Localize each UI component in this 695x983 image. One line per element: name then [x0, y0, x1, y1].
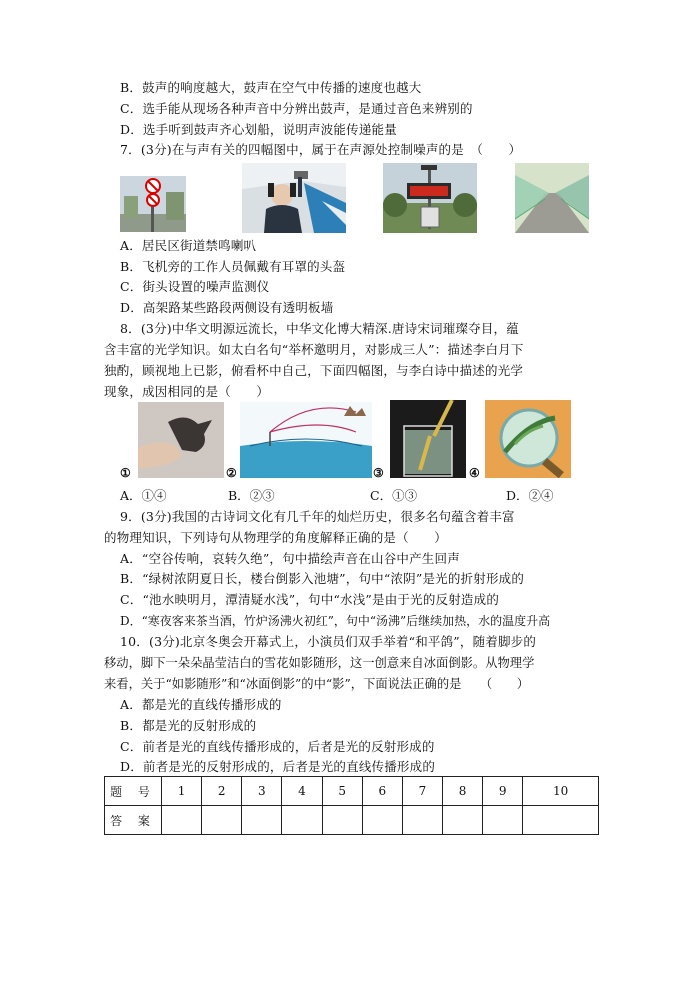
number-cell: 2	[202, 777, 242, 806]
q7-option-c: C．街头设置的噪声监测仪	[120, 279, 270, 294]
bent-pencil-in-water-photo	[390, 400, 466, 478]
airport-worker-earmuff-photo	[242, 163, 346, 233]
answer-cell[interactable]	[362, 806, 402, 835]
q10-stem-line1: 10．(3分)北京冬奥会开幕式上，小演员们双手举着“和平鸽”，随着脚步的	[120, 634, 537, 649]
number-cell: 1	[162, 777, 202, 806]
q6-option-d: D．选手听到鼓声齐心划船，说明声波能传递能量	[120, 122, 397, 137]
number-cell: 6	[362, 777, 402, 806]
q6-option-b: B．鼓声的响度越大，鼓声在空气中传播的速度也越大	[120, 80, 422, 95]
q8-stem-line4: 现象，成因相同的是（ ）	[104, 384, 270, 399]
q10-stem-line2: 移动，脚下一朵朵晶莹洁白的雪花如影随形，这一创意来自冰面倒影。从物理学	[104, 656, 535, 670]
q8-image-label-2: ②	[226, 466, 237, 480]
q10-option-c: C．前者是光的直线传播形成的，后者是光的反射形成的	[120, 739, 435, 754]
number-row-label: 题 号	[105, 777, 162, 806]
q10-option-a: A．都是光的直线传播形成的	[120, 697, 282, 712]
q10-option-b: B．都是光的反射形成的	[120, 718, 257, 733]
answer-cell[interactable]	[162, 806, 202, 835]
noise-monitor-photo	[383, 163, 477, 233]
q9-option-c: C．“池水映明月，潭清疑水浅”，句中“水浅”是由于光的反射造成的	[120, 592, 500, 607]
q6-option-c: C．选手能从现场各种声音中分辨出鼓声，是通过音色来辨别的	[120, 101, 473, 116]
number-cell: 4	[282, 777, 322, 806]
answer-cell[interactable]	[523, 806, 599, 835]
transparent-sound-barrier-photo	[515, 163, 589, 233]
q8-option-a: A．①④	[120, 488, 167, 503]
answer-cell[interactable]	[242, 806, 282, 835]
q10-option-d: D．前者是光的反射形成的，后者是光的直线传播形成的	[120, 759, 436, 774]
q8-stem-line3: 独酌，顾视地上已影，俯看杯中自己，下面四幅图，与李白诗中描述的光学	[104, 363, 524, 378]
answer-cell[interactable]	[483, 806, 523, 835]
answer-cell[interactable]	[442, 806, 482, 835]
q7-option-b: B．飞机旁的工作人员佩戴有耳罩的头盔	[120, 259, 346, 274]
answer-cell[interactable]	[322, 806, 362, 835]
q9-stem-line2: 的物理知识，下列诗句从物理学的角度解释正确的是（ ）	[104, 530, 447, 545]
q7-stem: 7．(3分)在与声有关的四幅图中，属于在声源处控制噪声的是 （ ）	[120, 142, 522, 157]
q9-stem-line1: 9．(3分)我国的古诗词文化有几千年的灿烂历史，很多名句蕴含着丰富	[120, 509, 515, 524]
q8-option-b: B．②③	[228, 488, 275, 503]
answer-table-number-row	[105, 777, 599, 806]
hand-shadow-photo	[138, 402, 224, 478]
answer-cell[interactable]	[282, 806, 322, 835]
q8-image-label-3: ③	[373, 466, 384, 480]
q7-option-d: D．高架路某些路段两侧设有透明板墙	[120, 300, 334, 315]
number-cell: 3	[242, 777, 282, 806]
answer-cell[interactable]	[402, 806, 442, 835]
mirage-diagram	[240, 402, 372, 478]
no-horn-sign-photo	[120, 176, 186, 232]
number-cell: 10	[523, 777, 599, 806]
q8-option-d: D．②④	[506, 488, 554, 503]
q8-options	[120, 486, 590, 506]
q8-stem-line2: 含丰富的光学知识。如太白名句“举杯邀明月，对影成三人”：描述李白月下	[104, 342, 524, 357]
q8-image-label-4: ④	[469, 466, 480, 480]
number-cell: 9	[483, 777, 523, 806]
q10-stem-line3: 来看，关于“如影随形”和“冰面倒影”的中“影”，下面说法正确的是 （ ）	[104, 677, 530, 691]
answer-table-answer-row	[105, 806, 599, 835]
number-cell: 8	[442, 777, 482, 806]
q9-option-a: A．“空谷传响，哀转久绝”，句中描绘声音在山谷中产生回声	[120, 551, 460, 566]
q9-option-d: D．“寒夜客来茶当酒，竹炉汤沸火初红”，句中“汤沸”后继续加热，水的温度升高	[120, 614, 551, 628]
q8-stem-line1: 8．(3分)中华文明源远流长，中华文化博大精深.唐诗宋词璀璨夺目，蕴	[120, 321, 519, 336]
answer-cell[interactable]	[202, 806, 242, 835]
number-cell: 7	[402, 777, 442, 806]
answer-table	[104, 776, 599, 835]
answer-row-label: 答 案	[105, 806, 162, 835]
q8-option-c: C．①③	[370, 488, 418, 503]
q8-image-label-1: ①	[120, 466, 131, 480]
number-cell: 5	[322, 777, 362, 806]
q7-option-a: A．居民区街道禁鸣喇叭	[120, 238, 257, 253]
magnifier-leaf-photo	[485, 400, 571, 478]
q9-option-b: B．“绿树浓阴夏日长，楼台倒影入池塘”，句中“浓阴”是光的折射形成的	[120, 571, 525, 586]
